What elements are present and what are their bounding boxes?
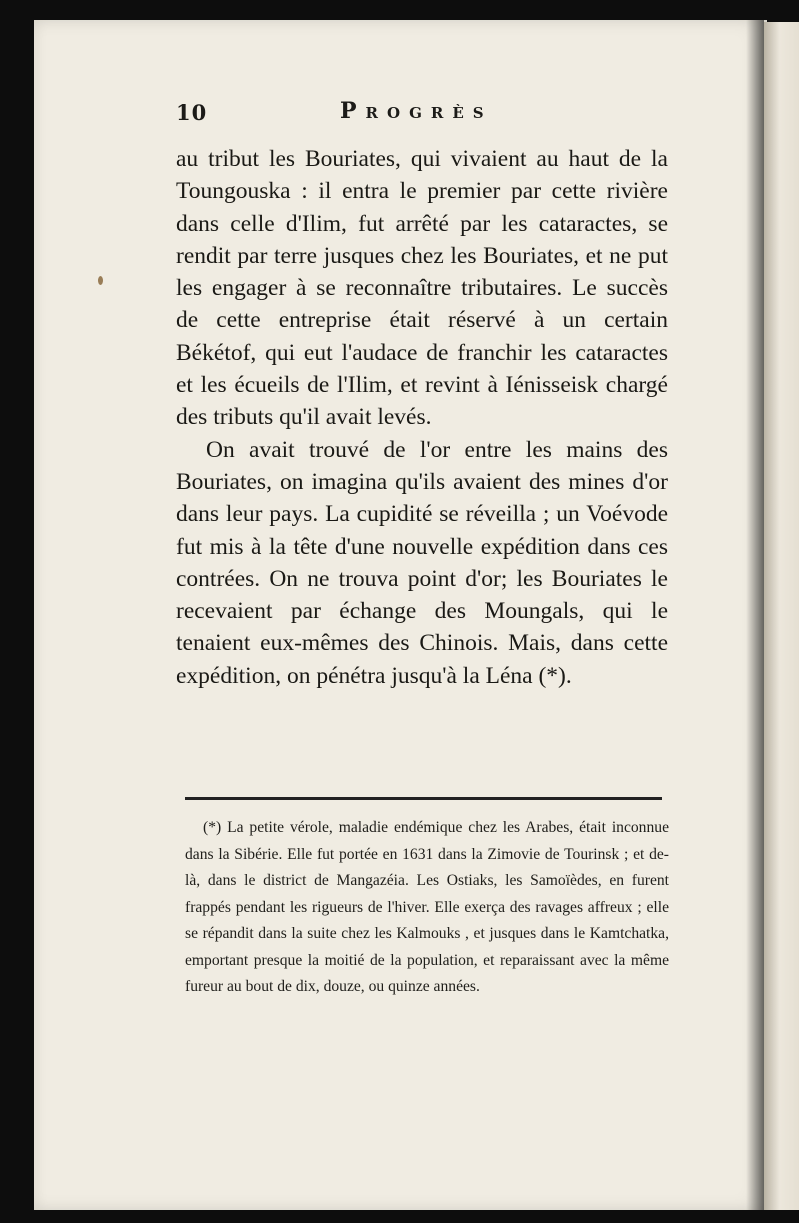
footnote-text: (*) La petite vérole, maladie endémique chez les Arabes, était inconnue dans la Sibérie. Elle fut portée en 1631 dans la Zimovie de Tourinsk ; et de-là, dans le district de Mangazéia. Les Ostiaks, les Samoïèdes, en furent frappés pendant les rigueurs de l'hiver. Elle exerça des ravages affreux ; elle se répandit dans la suite chez les Kalmouks , et jusques dans le Kamtchatka, emportant presque la moitié de la population, et reparaissant avec la même fureur au bout de dix, douze, ou quinze années. <box>185 819 669 995</box>
paper-stain <box>98 276 103 285</box>
running-title: Progrès <box>340 98 493 124</box>
footnote-separator-rule <box>185 797 662 800</box>
page-number: 10 <box>176 100 208 125</box>
footnote <box>185 815 669 1001</box>
page-gutter-shadow <box>746 20 764 1210</box>
paragraph: On avait trouvé de l'or entre les mains des Bouriates, on imagina qu'ils avaient des mines d'or dans leur pays. La cupidité se réveilla ; un Voévode fut mis à la tête d'une nouvelle expédition dans ces contrées. On ne trouva point d'or; les Bouriates le recevaient par échange des Moungals, qui le tenaient eux-mêmes des Chinois. Mais, dans cette expédition, on pénétra jusqu'à la Léna (*). <box>176 436 668 689</box>
facing-page-edge <box>764 22 799 1210</box>
running-head <box>176 96 681 132</box>
body-text <box>176 143 668 692</box>
paragraph: au tribut les Bouriates, qui vivaient au haut de la Toungouska : il entra le premier par cette rivière dans celle d'Ilim, fut arrêté par les cataractes, se rendit par terre jusques chez les Bouriates, et ne put les engager à se reconnaître tributaires. Le succès de cette entreprise était réservé à un certain Békétof, qui eut l'audace de franchir les cataractes et les écueils de l'Ilim, et revint à Iénisseisk chargé des tributs qu'il avait levés. <box>176 146 668 431</box>
